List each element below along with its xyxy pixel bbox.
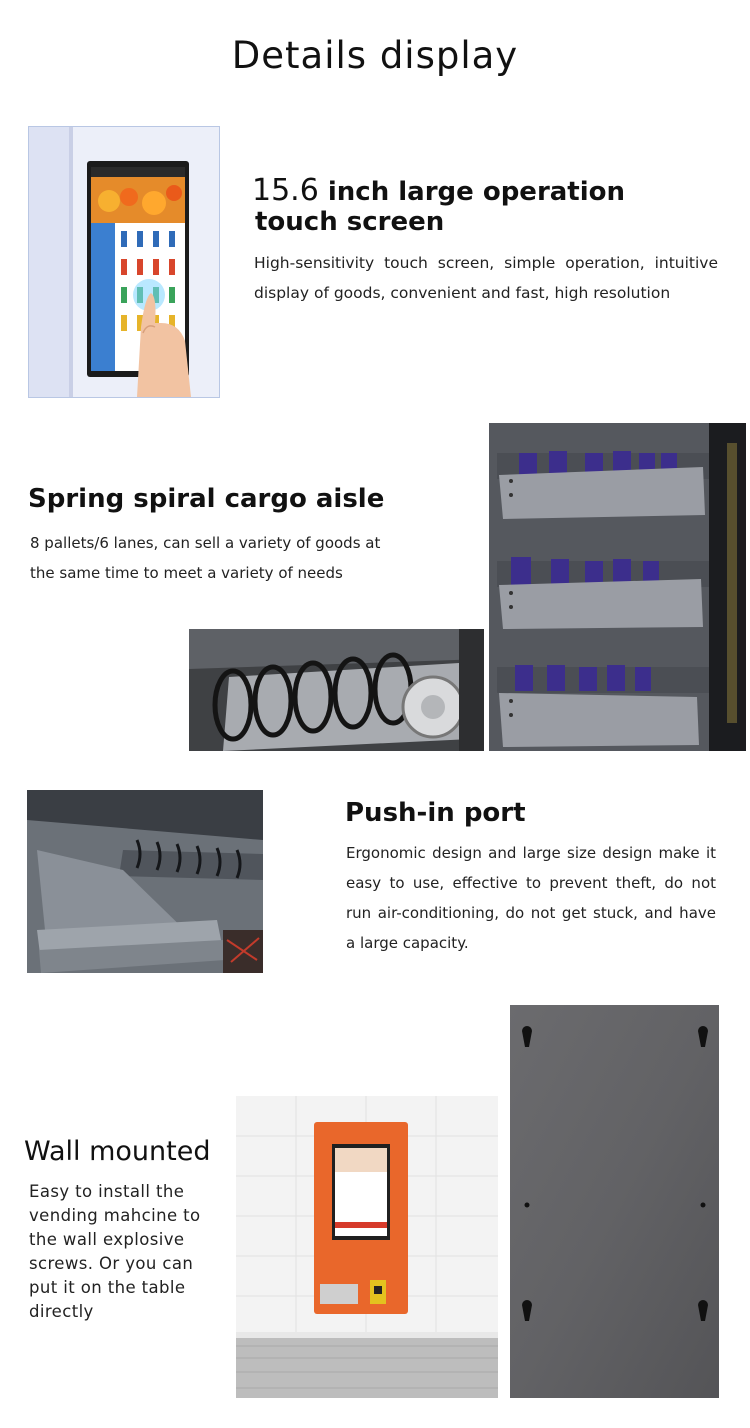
wall-mounted-line: vending mahcine to: [29, 1206, 201, 1225]
push-in-port-photo: [27, 790, 263, 973]
page-title: Details display: [231, 34, 519, 77]
spiral-aisle-heading: Spring spiral cargo aisle: [28, 484, 385, 514]
push-in-port-description: Ergonomic design and large size design make it easy to use, effective to prevent theft, do not run air-conditioning, do not get stuck, and have a large capacity.: [346, 844, 716, 952]
touch-screen-photo: [28, 126, 220, 398]
wall-mounted-line: Easy to install the: [29, 1182, 185, 1201]
wall-mounted-line: screws. Or you can: [29, 1254, 194, 1273]
spiral-spring-photo: [189, 629, 484, 751]
touch-screen-description: High-sensitivity touch screen, simple operation, intuitive display of goods, convenient and fast, high resolution: [254, 254, 718, 302]
wall-mounted-machine-photo: [236, 1096, 498, 1398]
screen-size-number: 15.6: [252, 173, 319, 208]
push-in-port-heading: Push-in port: [345, 798, 526, 828]
back-panel-photo: [510, 1005, 719, 1398]
cargo-aisle-rack-photo: [489, 423, 746, 751]
spiral-aisle-description-line1: 8 pallets/6 lanes, can sell a variety of goods at: [30, 534, 381, 552]
wall-mounted-line: put it on the table: [29, 1278, 186, 1297]
wall-mounted-description: [29, 1180, 201, 1324]
spiral-aisle-description-line2: the same time to meet a variety of needs: [30, 564, 343, 582]
touch-screen-heading-line2: touch screen: [255, 207, 445, 237]
wall-mounted-heading: Wall mounted: [24, 1136, 211, 1167]
wall-mounted-line: the wall explosive: [29, 1230, 185, 1249]
heading-line1-rest: inch large operation: [327, 177, 626, 207]
wall-mounted-line: directly: [29, 1302, 94, 1321]
touch-screen-heading: [252, 175, 625, 208]
